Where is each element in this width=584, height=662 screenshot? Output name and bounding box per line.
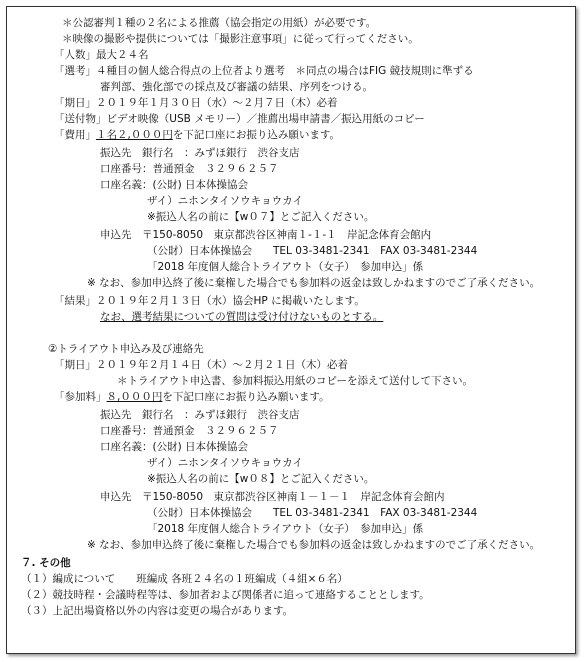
account-number-line-2: 口座番号：普通預金 ３２９６２５７ — [100, 425, 279, 437]
other-item-2: （２）競技時程・会議時程等は、参加者および関係者に追って連絡することとします。 — [21, 589, 430, 601]
bank-name-line: 振込先 銀行名 ：みずほ銀行 渋谷支店 — [100, 147, 300, 159]
other-item-3: （３）上記出場資格以外の内容は変更の場合があります。 — [21, 605, 294, 617]
note-video-filming: ＊映像の撮影や提供については「撮影注意事項」に従って行ってください。 — [62, 33, 419, 45]
fee-label: 「費用」 — [54, 129, 96, 141]
account-holder-kana-line-2: ザイ）ニホンタイソウキョウカイ — [147, 457, 303, 469]
refund-note-line-2: ※ なお、参加申込終了後に棄権した場合でも参加料の返金は致しかねますのでご了承ください。 — [87, 539, 541, 551]
tryout-send-note: ＊トライアウト申込書、参加料振込用紙のコピーを添えて送付して下さい。 — [117, 375, 473, 387]
apply-contact-line: （公財）日本体操協会 TEL 03-3481-2341 FAX 03-3481-2344 — [147, 245, 478, 257]
fee-amount: １名２,０００円 — [96, 129, 173, 141]
account-number-line: 口座番号：普通預金 ３２９６２５７ — [100, 163, 279, 175]
participation-fee-amount: ８,０００円 — [106, 391, 163, 403]
capacity-line: 「人数」最大２４名 — [54, 49, 149, 61]
bank-name-line-2: 振込先 銀行名 ：みずほ銀行 渋谷支店 — [100, 409, 300, 421]
payer-name-note-line: ※振込人名の前に【w０７】とご記入ください。 — [147, 211, 375, 223]
selection-detail-line: 審判部、強化部での採点及び審議の結果、序列をつける。 — [100, 81, 373, 93]
account-holder-line-2: 口座名義：(公財) 日本体操協会 — [100, 441, 249, 453]
document-page — [6, 6, 576, 654]
submission-items-line: 「送付物」ビデオ映像（USB メモリー）／推薦出場申請書／振込用紙のコピー — [54, 113, 425, 125]
deadline-line: 「期日」２０１９年１月３０日（水）～２月７日（木）必着 — [54, 97, 338, 109]
participation-fee-line — [54, 391, 330, 404]
participation-fee-label: 「参加料」 — [54, 391, 107, 403]
apply-attention-line-2: 「2018 年度個人総合トライアウト（女子） 参加申込」係 — [147, 523, 424, 535]
results-line: 「結果」２０１９年２月１３日（水）協会HP に掲載いたします。 — [54, 295, 365, 307]
account-holder-kana-line: ザイ）ニホンタイソウキョウカイ — [147, 195, 303, 207]
apply-address-line: 申込先 〒150-8050 東京都渋谷区神南１-１-１ 岸記念体育会館内 — [100, 229, 432, 241]
results-question-note: なお、選考結果についての質問は受け付けないものとする。 — [100, 311, 384, 323]
note-judge-recommendation: ＊公認審判１種の２名による推薦（協会指定の用紙）が必要です。 — [62, 17, 377, 29]
tryout-deadline-line: 「期日」２０１９年２月１４日（木）～２月２１日（木）必着 — [54, 359, 348, 371]
fee-line — [54, 129, 340, 142]
account-holder-line: 口座名義：(公財) 日本体操協会 — [100, 179, 249, 191]
payer-name-note-line-2: ※振込人名の前に【w０８】とご記入ください。 — [147, 473, 375, 485]
tryout-application-heading: ②トライアウト申込み及び連絡先 — [48, 343, 204, 355]
apply-attention-line: 「2018 年度個人総合トライアウト（女子） 参加申込」係 — [147, 261, 424, 273]
apply-contact-line-2: （公財）日本体操協会 TEL 03-3481-2341 FAX 03-3481-2344 — [147, 507, 478, 519]
other-section-heading: ７. その他 — [21, 557, 71, 569]
apply-address-line-2: 申込先 〒150-8050 東京都渋谷区神南１－１－１ 岸記念体育会館内 — [100, 491, 445, 503]
other-item-1: （１）編成について 班編成 各班２４名の１班編成（４組×６名） — [21, 573, 348, 585]
refund-note-line: ※ なお、参加申込終了後に棄権した場合でも参加料の返金は致しかねますのでご了承ください。 — [87, 277, 541, 289]
fee-instruction: を下記口座にお振り込み願います。 — [172, 129, 341, 141]
selection-line: 「選考」４種目の個人総合得点の上位者より選考 ＊同点の場合はFIG 競技規則に準ずる — [54, 65, 474, 77]
participation-fee-instruction: を下記口座にお振り込み願います。 — [162, 391, 330, 403]
